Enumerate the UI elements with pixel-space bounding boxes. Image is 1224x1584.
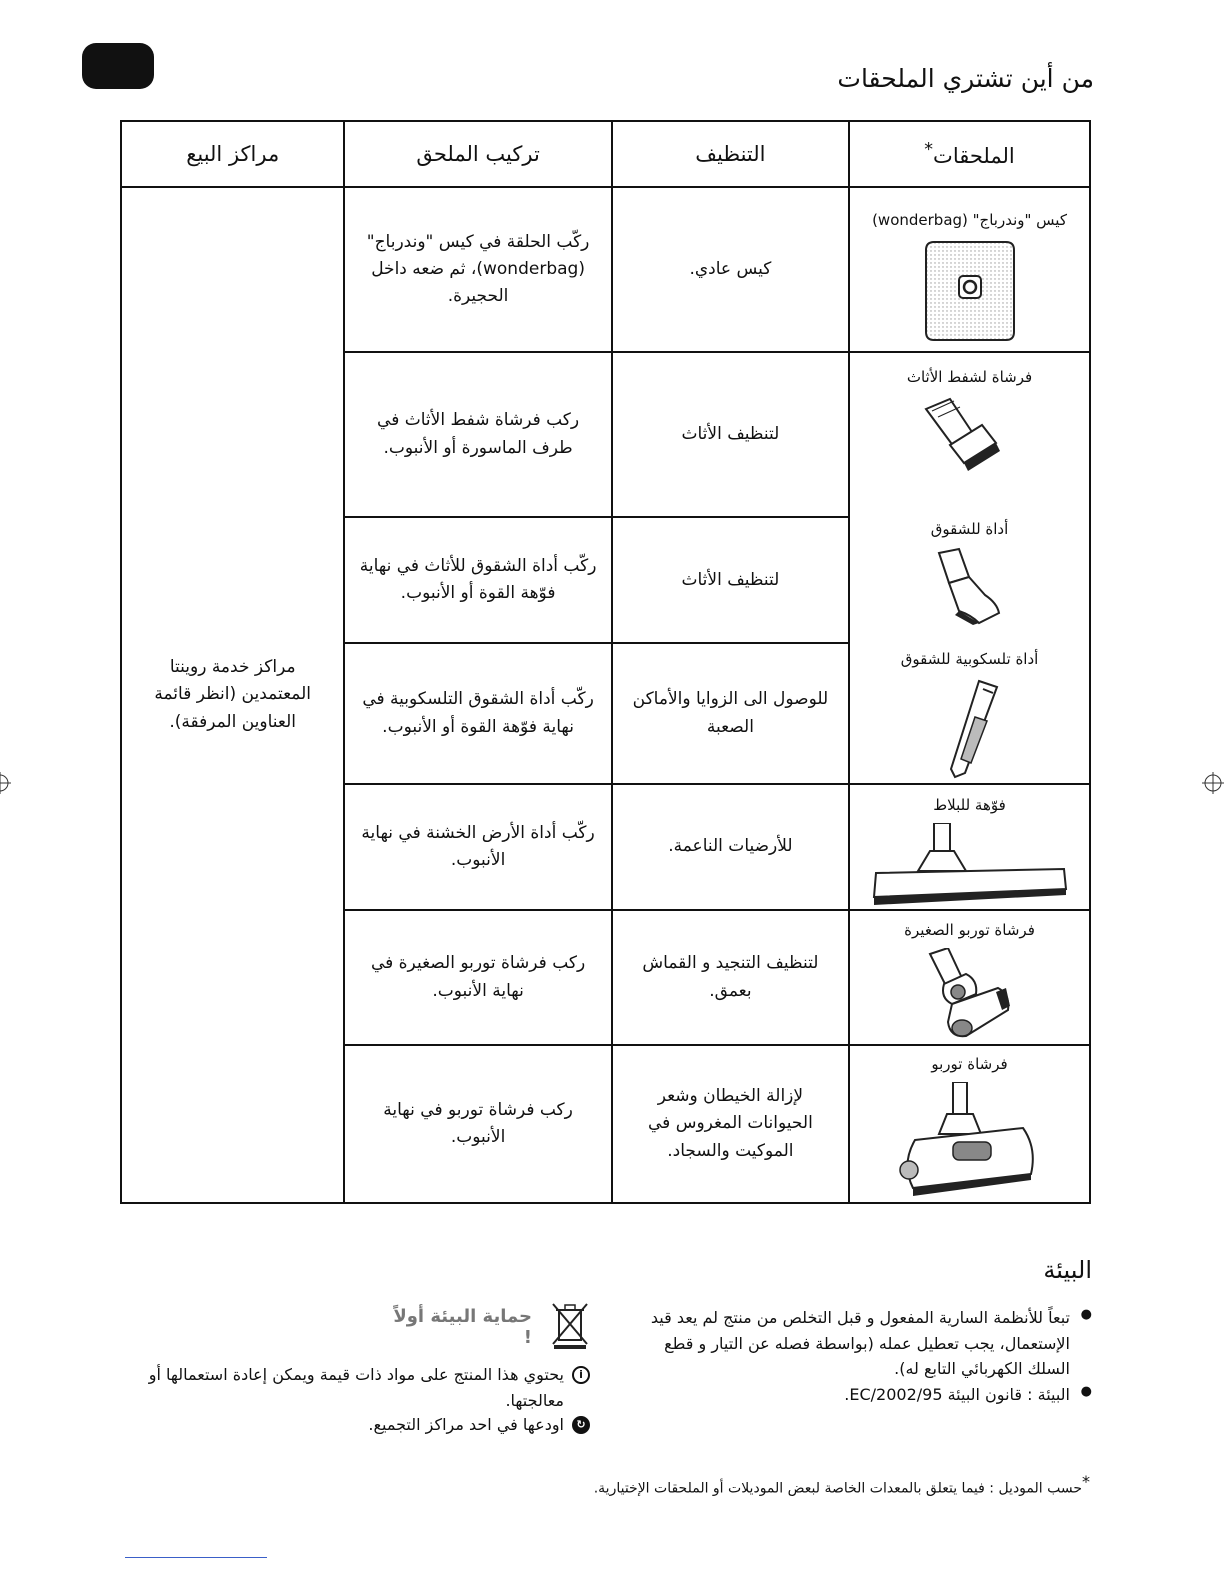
fitting-cell: ركّب أداة الشقوق للأثاث في نهاية فوّهة القوة أو الأنبوب. (344, 517, 611, 643)
crevice-tool-icon (925, 547, 1015, 627)
cleaning-cell: لتنظيف الأثاث (612, 517, 849, 643)
bottom-divider (125, 1557, 267, 1558)
cleaning-cell: لتنظيف التنجيد و القماش بعمق. (612, 910, 849, 1045)
page-tab-marker (82, 43, 154, 89)
registration-mark-right-icon (1202, 772, 1224, 794)
page-title: من أين تشتري الملحقات (837, 64, 1094, 93)
cleaning-cell: للوصول الى الزوايا والأماكن الصعبة (612, 643, 849, 784)
accessory-name: فرشاة لشفط الأثاث (906, 368, 1033, 386)
accessory-name: فوّهة للبلاط (933, 796, 1006, 814)
accessory-cell (849, 910, 1090, 1045)
sales-centers-cell: مراكز خدمة روينتا المعتمدين (انظر قائمة العناوين المرفقة). (121, 187, 344, 1203)
list-item: ● تبعاً للأنظمة السارية المفعول و قبل التخلص من منتج لم يعد قيد الإستعمال، يجب تعطيل عمله (بواسطة فصله عن التيار و قطع السلك الكهربائي التابع له). (618, 1305, 1092, 1382)
accessory-name: كيس "وندرباج" (wonderbag) (872, 210, 1067, 229)
environment-list (618, 1305, 1092, 1407)
accessory-name: فرشاة توربو الصغيرة (904, 920, 1035, 939)
accessory-cell (849, 1045, 1090, 1203)
header-cleaning: التنظيف (612, 121, 849, 187)
cleaning-cell: للأرضيات الناعمة. (612, 784, 849, 910)
header-accessory: الملحقات* (849, 121, 1090, 187)
cleaning-cell: لتنظيف الأثاث (612, 352, 849, 517)
registration-mark-left-icon (0, 772, 11, 794)
protection-title: حماية البيئة أولاً ! (393, 1306, 532, 1348)
list-item: ● البيئة : قانون البيئة 2002/95/EC. (618, 1382, 1092, 1408)
cleaning-cell: لإزالة الخيطان وشعر الحيوانات المغروس في الموكيت والسجاد. (612, 1045, 849, 1203)
cleaning-cell: كيس عادي. (612, 187, 849, 352)
header-sales: مراكز البيع (121, 121, 344, 187)
table-row (121, 187, 1090, 352)
environment-title: البيئة (1043, 1256, 1092, 1284)
fitting-cell: ركب فرشاة شفط الأثاث في طرف الماسورة أو الأنبوب. (344, 352, 611, 517)
accessory-name: فرشاة توربو (931, 1055, 1008, 1073)
fitting-cell: ركّب الحلقة في كيس "وندرباج" (wonderbag)، ثم ضعه داخل الحجيرة. (344, 187, 611, 352)
recycle-icon: ↻ (572, 1416, 590, 1434)
accessory-cell (849, 784, 1090, 910)
fitting-cell: ركّب أداة الأرض الخشنة في نهاية الأنبوب. (344, 784, 611, 910)
turbo-brush-icon (895, 1082, 1045, 1202)
protection-header (380, 1300, 590, 1352)
fitting-cell: ركّب أداة الشقوق التلسكوبية في نهاية فوّهة القوة أو الأنبوب. (344, 643, 611, 784)
crossed-out-bin-icon (550, 1300, 590, 1350)
accessory-name: أداة للشقوق (930, 520, 1009, 538)
header-fitting: تركيب الملحق (344, 121, 611, 187)
table-header-row (121, 121, 1090, 187)
accessory-name: أداة تلسكوبية للشقوق (900, 650, 1039, 668)
protection-item-recycle: ↻ اودعها في احد مراكز التجميع. (116, 1412, 590, 1438)
accessories-table (120, 120, 1091, 1204)
protection-item-info: i يحتوي هذا المنتج على مواد ذات قيمة ويمكن إعادة استعمالها أو معالجتها. (116, 1362, 590, 1413)
tile-nozzle-icon (868, 823, 1072, 909)
accessory-cell (849, 187, 1090, 352)
furniture-brush-icon (920, 395, 1020, 475)
fitting-cell: ركب فرشاة توربو في نهاية الأنبوب. (344, 1045, 611, 1203)
wonderbag-icon (922, 238, 1018, 344)
info-icon: i (572, 1366, 590, 1384)
accessory-group-cell (849, 352, 1090, 784)
telescopic-crevice-icon (925, 677, 1015, 783)
mini-turbo-brush-icon (910, 948, 1030, 1044)
footnote: *حسب الموديل : فيما يتعلق بالمعدات الخاصة لبعض الموديلات أو الملحقات الإختيارية. (593, 1472, 1090, 1497)
fitting-cell: ركب فرشاة توربو الصغيرة في نهاية الأنبوب. (344, 910, 611, 1045)
